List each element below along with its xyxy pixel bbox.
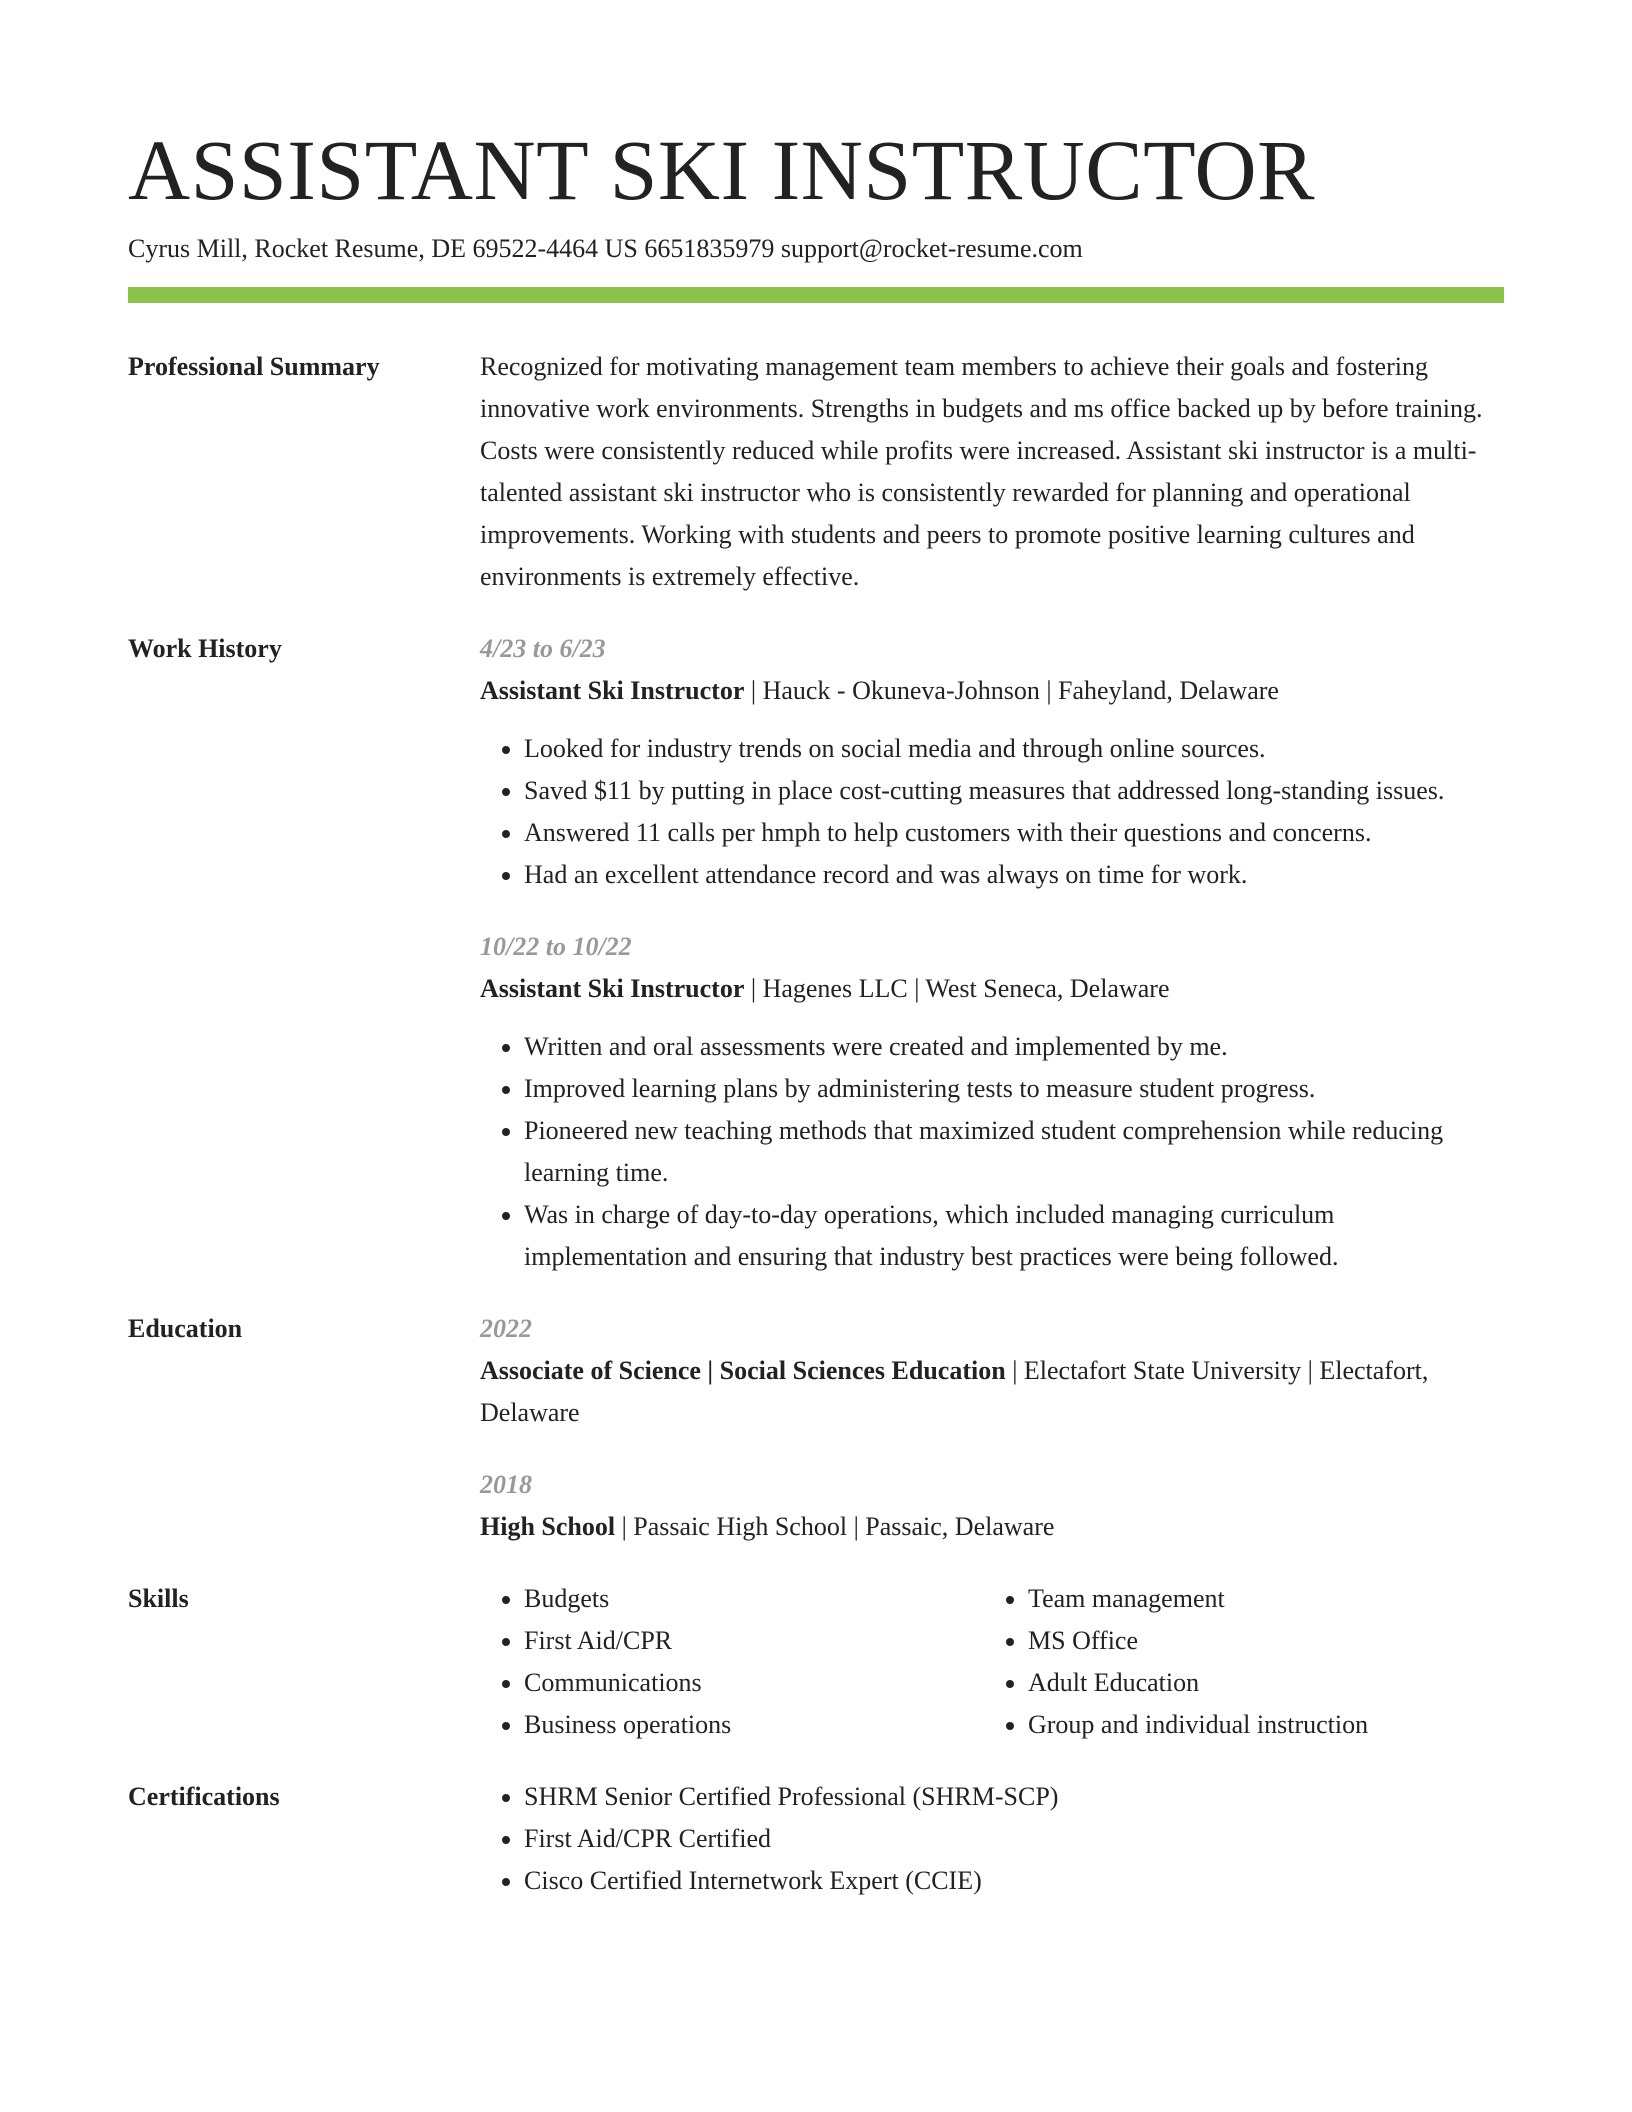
certifications-body — [480, 1776, 1504, 1902]
education-header — [480, 1506, 1504, 1548]
job-entry — [480, 926, 1504, 1278]
summary-text: Recognized for motivating management team members to achieve their goals and fostering innovative work environments. Strengths in budgets and ms office backed up by before training. Costs were consistently reduced while profits were increased. Assistant ski instructor is a multi-talented assistant ski instructor who is consistently rewarded for planning and operational improvements. Working with students and peers to promote positive learning cultures and environments is extremely effective. — [480, 352, 1483, 591]
skills-column-right — [984, 1578, 1488, 1746]
skills-list — [984, 1578, 1488, 1746]
skills-list — [480, 1578, 984, 1746]
skill-item: • Communications — [524, 1662, 984, 1704]
job-header — [480, 670, 1504, 712]
skills-section — [128, 1578, 1504, 1746]
skill-item: • MS Office — [1028, 1620, 1488, 1662]
skills-grid — [480, 1578, 1504, 1746]
job-dates: 10/22 to 10/22 — [480, 932, 632, 961]
certification-item: • SHRM Senior Certified Professional (SHRM-SCP) — [524, 1776, 1504, 1818]
resume-page — [128, 118, 1504, 1902]
summary-section — [128, 346, 1504, 598]
job-bullet: • Pioneered new teaching methods that maximized student comprehension while reducing learning time. — [524, 1110, 1504, 1194]
education-dates: 2018 — [480, 1470, 532, 1499]
skill-item: • Budgets — [524, 1578, 984, 1620]
education-header — [480, 1350, 1504, 1434]
job-bullet-list — [480, 1026, 1504, 1278]
skills-label: Skills — [128, 1584, 189, 1613]
job-bullet: • Improved learning plans by administering tests to measure student progress. — [524, 1068, 1504, 1110]
job-title: Assistant Ski Instructor — [480, 676, 745, 705]
skill-item: • Team management — [1028, 1578, 1488, 1620]
job-title: Assistant Ski Instructor — [480, 974, 745, 1003]
resume-name-heading: ASSISTANT SKI INSTRUCTOR — [128, 122, 1316, 218]
skills-column-left — [480, 1578, 984, 1746]
skill-item: • First Aid/CPR — [524, 1620, 984, 1662]
job-details: | Hagenes LLC | West Seneca, Delaware — [744, 974, 1170, 1003]
certifications-label: Certifications — [128, 1782, 280, 1811]
skill-item: • Business operations — [524, 1704, 984, 1746]
job-bullet: • Had an excellent attendance record and was always on time for work. — [524, 854, 1504, 896]
job-details: | Hauck - Okuneva-Johnson | Faheyland, Delaware — [744, 676, 1279, 705]
job-bullet: • Was in charge of day-to-day operations, which included managing curriculum implementation and ensuring that industry best practices were being followed. — [524, 1194, 1504, 1278]
job-bullet-list — [480, 728, 1504, 896]
education-details: | Electafort State University | Electafort, Delaware — [480, 1356, 1429, 1427]
job-dates: 4/23 to 6/23 — [480, 634, 606, 663]
certifications-section — [128, 1776, 1504, 1902]
education-details: | Passaic High School | Passaic, Delaware — [615, 1512, 1055, 1541]
job-entry — [480, 628, 1504, 896]
skill-item: • Group and individual instruction — [1028, 1704, 1488, 1746]
job-bullet: • Looked for industry trends on social media and through online sources. — [524, 728, 1504, 770]
education-entry — [480, 1308, 1504, 1434]
accent-divider — [128, 287, 1504, 303]
skill-item: • Adult Education — [1028, 1662, 1488, 1704]
education-body — [480, 1308, 1504, 1548]
education-label: Education — [128, 1314, 243, 1343]
summary-label: Professional Summary — [128, 352, 380, 381]
job-bullet: • Answered 11 calls per hmph to help customers with their questions and concerns. — [524, 812, 1504, 854]
job-header — [480, 968, 1504, 1010]
education-entry — [480, 1464, 1504, 1548]
work-history-section — [128, 628, 1504, 1278]
job-bullet: • Saved $11 by putting in place cost-cutting measures that addressed long-standing issues. — [524, 770, 1504, 812]
education-dates: 2022 — [480, 1314, 532, 1343]
certifications-list — [480, 1776, 1504, 1902]
degree-title: Associate of Science | Social Sciences Education — [480, 1356, 1006, 1385]
education-section — [128, 1308, 1504, 1548]
certification-item: • Cisco Certified Internetwork Expert (CCIE) — [524, 1860, 1504, 1902]
job-bullet: • Written and oral assessments were created and implemented by me. — [524, 1026, 1504, 1068]
certification-item: • First Aid/CPR Certified — [524, 1818, 1504, 1860]
contact-line: Cyrus Mill, Rocket Resume, DE 69522-4464 US 6651835979 support@rocket-resume.com — [128, 234, 1083, 263]
work-history-body — [480, 628, 1504, 1278]
degree-title: High School — [480, 1512, 616, 1541]
work-history-label: Work History — [128, 634, 282, 663]
